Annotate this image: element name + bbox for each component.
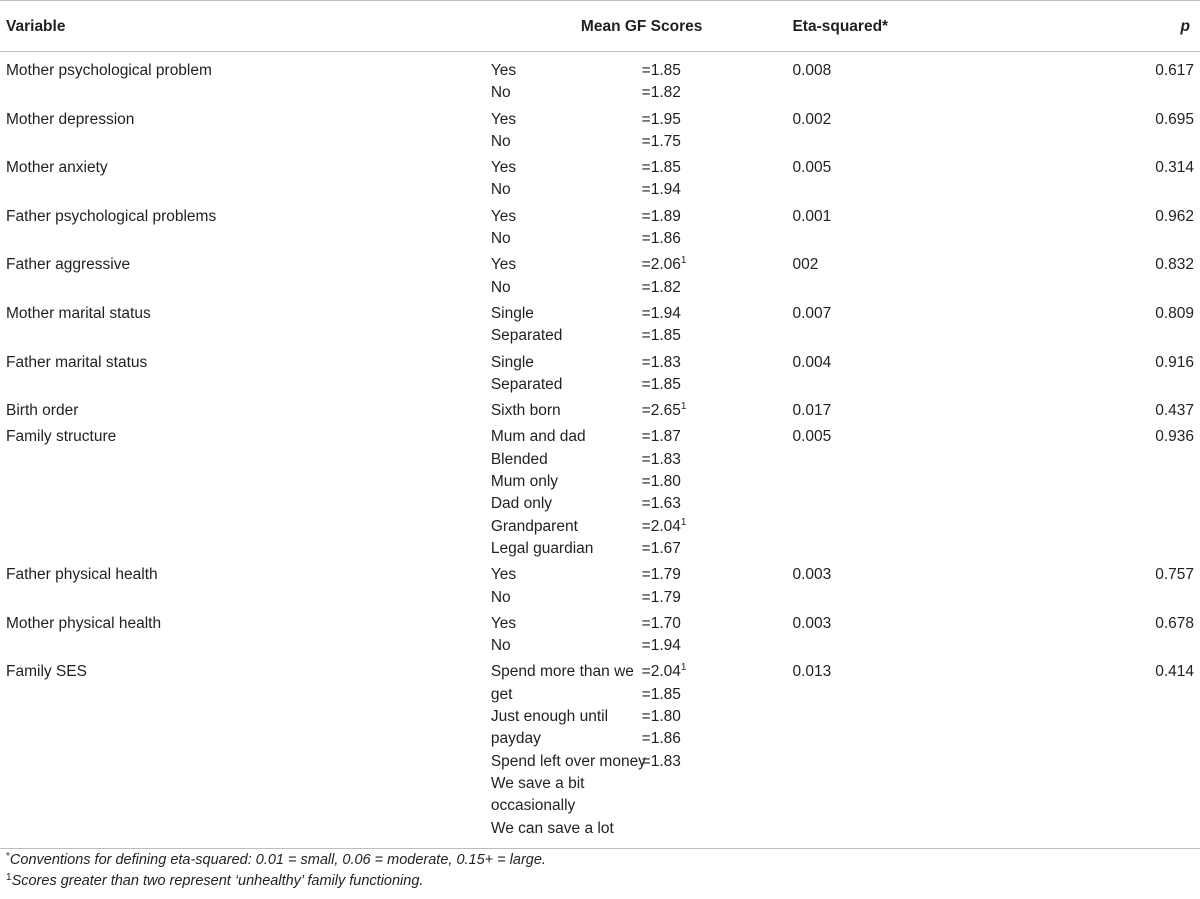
mean-score-value: =1.85 [641,685,681,703]
scores-cell [642,562,793,611]
footnote [6,850,1186,871]
mean-score [642,426,793,448]
header-mean-gf-scores: Mean GF Scores [491,1,793,52]
scores-cell [642,155,793,204]
level-label: Mum and dad [490,428,586,446]
mean-score [642,400,793,422]
mean-score-value: =1.86 [641,730,681,748]
eta-squared-cell: 0.008 [792,62,832,79]
levels-cell [491,350,642,399]
mean-score [642,751,793,773]
level-label: Yes [490,614,517,632]
level-label: Spend more than we [490,663,634,681]
table-footnotes [6,850,1186,892]
mean-score-value: =1.94 [641,637,681,655]
mean-score [642,374,793,396]
header-p-value: p [1044,1,1200,52]
mean-score-value: =1.85 [641,159,681,177]
table-row [0,562,1200,611]
level-label: payday [490,730,541,748]
level-label: Yes [490,207,517,225]
variable-cell: Father psychological problems [6,207,217,225]
table-row [0,398,1200,424]
level-label: We save a bit [490,774,585,792]
mean-score [642,493,793,515]
level-label: Single [490,353,534,371]
mean-score-value: =1.67 [641,539,681,557]
table-row [0,52,1200,107]
mean-score [642,684,793,706]
mean-score-value: =1.83 [641,353,681,371]
variable-cell: Mother marital status [6,304,151,322]
level-label: get [490,685,513,703]
eta-squared-cell: 0.013 [792,659,1043,848]
mean-score [642,277,793,299]
footnote [6,871,1186,892]
level-label: No [490,588,511,606]
footnote-marker: 1 [680,401,687,413]
levels-cell [490,659,646,848]
mean-score [642,587,793,609]
level-label: Yes [490,256,517,274]
p-value-cell: 0.809 [1155,304,1194,322]
level-label: Sixth born [490,402,561,420]
mean-score-value: =1.87 [641,428,681,446]
levels-cell [491,155,642,204]
mean-score-value: =1.79 [641,566,681,584]
mean-score-value: =1.63 [641,495,681,513]
eta-squared-cell: 0.003 [792,566,832,584]
p-value-cell: 0.617 [1155,62,1194,79]
table-row [0,204,1200,253]
mean-score [642,179,793,201]
footnote-mark: * [6,851,10,862]
mean-score-value: =1.83 [641,450,681,468]
table-row [0,155,1200,204]
p-value-cell: 0.414 [1044,659,1200,848]
eta-squared-cell: 0.001 [792,207,832,225]
levels-cell [491,301,642,350]
level-label: Dad only [490,495,553,513]
footnote-marker: 1 [680,516,687,528]
scores-cell [642,107,793,156]
mean-score [642,303,793,325]
footnote-text: Scores greater than two represent ‘unhealthy’ family functioning. [11,873,424,889]
levels-cell [491,107,642,156]
mean-score [642,228,793,250]
level-label: Separated [490,327,563,345]
scores-cell [642,659,793,848]
scores-cell [642,252,793,301]
mean-score [642,206,793,228]
variable-cell: Birth order [6,402,79,420]
levels-cell [491,562,642,611]
levels-cell [491,611,642,660]
variable-cell: Father marital status [6,353,148,371]
variable-cell: Family SES [0,659,491,848]
level-label: No [490,132,511,150]
footnote-text: Conventions for defining eta-squared: 0.01 = small, 0.06 = moderate, 0.15+ = large. [9,852,546,868]
table-row [0,107,1200,156]
mean-score-value: =1.94 [641,181,681,199]
levels-cell [491,424,642,562]
footnote-marker: 1 [680,255,687,267]
header-eta-squared: Eta-squared* [792,1,1043,52]
level-label: Spend left over money [490,752,646,770]
table-row [0,659,1200,848]
mean-score [642,471,793,493]
footnote-mark: 1 [6,872,12,883]
mean-score [642,538,793,560]
scores-cell [642,424,793,562]
p-value-cell: 0.936 [1155,428,1194,446]
levels-cell [491,204,642,253]
mean-score-value: =1.95 [641,110,681,128]
variable-cell: Family structure [6,428,117,446]
mean-score [642,728,793,750]
mean-score-value: =1.94 [641,304,681,322]
level-label: We can save a lot [490,819,614,837]
mean-score [642,449,793,471]
mean-score [642,635,793,657]
footnote-marker: 1 [680,662,687,674]
eta-squared-cell: 002 [792,256,819,274]
level-label: Yes [490,62,517,79]
mean-score [642,516,793,538]
mean-score-value: =1.80 [641,473,681,491]
mean-score-value: =1.80 [641,708,681,726]
header-variable: Variable [0,1,491,52]
mean-score-value: =1.79 [641,588,681,606]
variable-cell: Mother anxiety [6,159,108,177]
p-value-cell: 0.695 [1155,110,1194,128]
eta-squared-cell: 0.004 [792,353,832,371]
mean-score-value: =1.82 [641,84,681,102]
mean-score-value: =2.04 [641,663,681,681]
table-header [0,1,1200,52]
p-value-cell: 0.757 [1155,566,1194,584]
eta-squared-cell: 0.007 [792,304,832,322]
variable-cell: Father aggressive [6,256,131,274]
p-value-cell: 0.314 [1155,159,1194,177]
p-value-cell: 0.962 [1155,207,1194,225]
level-label: Just enough until [490,708,609,726]
variable-cell: Mother depression [6,110,135,128]
table-row [0,301,1200,350]
table-body [0,52,1200,849]
level-label: occasionally [490,797,576,815]
table-row [0,611,1200,660]
mean-score [642,564,793,586]
variable-cell: Mother physical health [6,614,162,632]
level-label: Legal guardian [490,539,594,557]
eta-squared-cell: 0.002 [792,110,832,128]
mean-score [642,613,793,635]
mean-score-value: =1.85 [641,327,681,345]
p-value-cell: 0.437 [1155,402,1194,420]
mean-score-value: =2.65 [641,402,681,420]
levels-cell [491,252,642,301]
mean-score [642,661,793,683]
eta-squared-cell: 0.003 [792,614,832,632]
mean-score-value: =1.89 [641,207,681,225]
p-value-cell: 0.916 [1155,353,1194,371]
mean-score [642,254,793,276]
mean-score-value: =1.82 [641,278,681,296]
mean-score-value: =1.85 [641,62,681,79]
level-label: Mum only [490,473,559,491]
eta-squared-cell: 0.005 [792,159,832,177]
mean-score [642,82,793,104]
level-label: Single [490,304,534,322]
mean-score [642,325,793,347]
level-label: Yes [490,159,517,177]
scores-cell [642,611,793,660]
level-label: Separated [490,375,563,393]
mean-score [642,109,793,131]
variable-cell: Father physical health [6,566,158,584]
mean-score [642,131,793,153]
mean-score [642,706,793,728]
variable-cell: Mother psychological problem [6,62,212,79]
mean-score-value: =1.75 [641,132,681,150]
mean-score-value: =2.04 [641,517,681,535]
mean-score [642,157,793,179]
eta-squared-cell: 0.005 [792,428,832,446]
level-label: No [490,84,511,102]
level-label: Blended [490,450,548,468]
scores-cell [642,204,793,253]
mean-score-value: =1.70 [641,614,681,632]
header-row [0,1,1200,52]
eta-squared-cell: 0.017 [792,402,832,420]
level-label: No [490,181,511,199]
level-label: No [490,230,511,248]
table-row [0,350,1200,399]
scores-cell [642,52,793,107]
mean-score-value: =1.86 [641,230,681,248]
table-row [0,424,1200,562]
p-value-cell: 0.832 [1155,256,1194,274]
levels-cell [491,52,642,107]
p-value-cell: 0.678 [1155,614,1194,632]
table-row [0,252,1200,301]
levels-cell [491,398,642,424]
scores-cell [642,301,793,350]
scores-cell [642,350,793,399]
mean-score-value: =1.85 [641,375,681,393]
level-label: Yes [490,566,517,584]
level-label: No [490,637,511,655]
scores-cell [642,398,793,424]
mean-score [642,352,793,374]
level-label: Yes [490,110,517,128]
mean-score-value: =1.83 [641,752,681,770]
mean-score-value: =2.06 [641,256,681,274]
level-label: No [490,278,511,296]
mean-score [642,60,793,82]
level-label: Grandparent [490,517,578,535]
